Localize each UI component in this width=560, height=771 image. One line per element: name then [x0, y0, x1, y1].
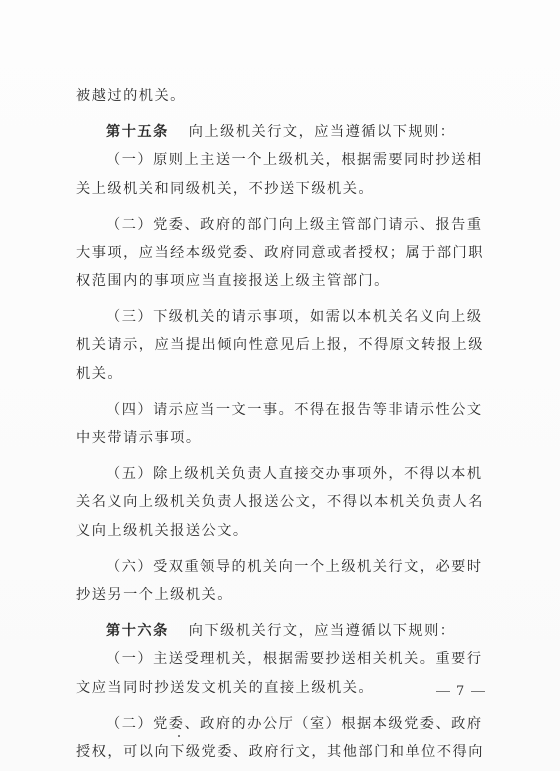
article-heading-15 [76, 122, 476, 142]
text-line: 机关。 [76, 365, 124, 382]
text-line: （五）除上级机关负责人直接交办事项外，不得以本机 [106, 466, 483, 483]
article-text: 向下级机关行文，应当遵循以下规则： [188, 622, 456, 639]
text-line: （一）主送受理机关，根据需要抄送相关机关。重要行 [106, 651, 483, 668]
text-line: 义向上级机关报送公文。 [76, 522, 249, 539]
text-line: 被越过的机关。 [76, 88, 186, 104]
scan-speck [178, 735, 180, 737]
page-number [430, 684, 491, 699]
text-line: 抄送另一个上级机关。 [76, 586, 233, 603]
text-line: 文应当同时抄送发文机关的直接上级机关。 [76, 679, 375, 696]
text-line: 关上级机关和同级机关，不抄送下级机关。 [76, 180, 375, 197]
text-line: 机关请示，应当提出倾向性意见后上报，不得原文转报上级 [76, 337, 484, 354]
text-line: 关名义向上级机关负责人报送公文，不得以本机关负责人名 [76, 494, 484, 511]
text-line: （四）请示应当一文一事。不得在报告等非请示性公文 [106, 401, 483, 418]
page-number-value: 7 [456, 684, 466, 699]
article-text: 向上级机关行文，应当遵循以下规则： [188, 124, 456, 140]
text-line: （三）下级机关的请示事项，如需以本机关名义向上级 [106, 309, 483, 326]
article-heading-16 [76, 621, 476, 641]
body-text [76, 86, 484, 770]
article-number: 第十六条 [106, 622, 169, 639]
dash-right [471, 691, 485, 692]
text-line: （一）原则上主送一个上级机关，根据需要同时抄送相 [106, 152, 483, 169]
dash-left [436, 691, 450, 692]
text-line: （二）党委、政府的部门向上级主管部门请示、报告重 [106, 216, 483, 233]
text-line: （六）受双重领导的机关向一个上级机关行文，必要时 [106, 558, 483, 575]
text-line: 大事项，应当经本级党委、政府同意或者授权；属于部门职 [76, 244, 484, 261]
text-line: 中夹带请示事项。 [76, 430, 202, 447]
text-line: 权范围内的事项应当直接报送上级主管部门。 [76, 273, 390, 290]
article-number: 第十五条 [106, 124, 169, 140]
text-line: 授权，可以向下级党委、政府行文，其他部门和单位不得向 [76, 743, 484, 760]
text-line: （二）党委、政府的办公厅（室）根据本级党委、政府 [106, 715, 483, 732]
